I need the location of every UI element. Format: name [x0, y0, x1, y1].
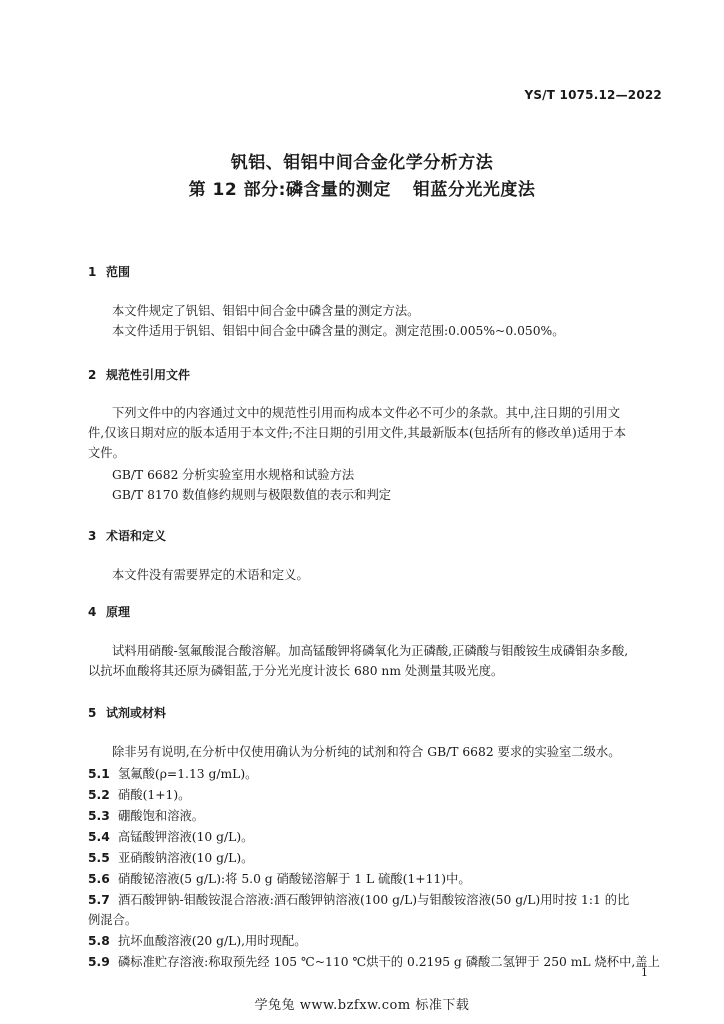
reagent-item: 5.1 氢氟酸(ρ=1.13 g/mL)。: [88, 767, 258, 781]
reagent-item: 5.2 硝酸(1+1)。: [88, 788, 191, 802]
terms-paragraph: 本文件没有需要界定的术语和定义。: [112, 568, 309, 582]
reference-gbt-6682: GB/T 6682 分析实验室用水规格和试验方法: [112, 468, 355, 482]
principle-paragraph: 试料用硝酸-氢氟酸混合酸溶解。加高锰酸钾将磷氧化为正磷酸,正磷酸与钼酸铵生成磷钼杂多酸, 以抗坏血酸将其还原为磷钼蓝,于分光光度计波长 680 nm 处测量其吸光度。: [88, 644, 629, 678]
scope-paragraph: 本文件规定了钒铝、钼铝中间合金中磷含量的测定方法。 本文件适用于钒铝、钼铝中间合金中磷含量的测定。测定范围:0.005%~0.050%。: [112, 304, 565, 338]
reference-gbt-8170: GB/T 8170 数值修约规则与极限数值的表示和判定: [112, 488, 392, 502]
title-part-a: 第 12 部分:磷含量的测定: [188, 180, 391, 200]
section-heading-terms: 3 术语和定义: [88, 529, 167, 543]
title-part-b: 钼蓝分光光度法: [412, 180, 536, 200]
reagent-item: 5.6 硝酸铋溶液(5 g/L):将 5.0 g 硝酸铋溶解于 1 L 硫酸(1+11)中。: [88, 872, 471, 886]
reagents-intro: 除非另有说明,在分析中仅使用确认为分析纯的试剂和符合 GB/T 6682 要求的实验室二级水。: [112, 745, 621, 759]
section-heading-scope: 1 范围: [88, 265, 131, 279]
reagent-item: 5.9 磷标准贮存溶液:称取预先经 105 ℃~110 ℃烘干的 0.2195 g 磷酸二氢钾于 250 mL 烧杯中,盖上: [88, 955, 660, 969]
section-heading-reagents: 5 试剂或材料: [88, 706, 167, 720]
document-title-line-1: 钒铝、钼铝中间合金化学分析方法: [230, 153, 494, 173]
normative-paragraph: 下列文件中的内容通过文中的规范性引用而构成本文件必不可少的条款。其中,注日期的引用文 件,仅该日期对应的版本适用于本文件;不注日期的引用文件,其最新版本(包括所有的修改单)适用于本 文件。: [88, 406, 627, 460]
reagent-item: 5.8 抗坏血酸溶液(20 g/L),用时现配。: [88, 934, 307, 948]
document-title-line-2: [0, 175, 724, 200]
section-heading-principle: 4 原理: [88, 605, 131, 619]
reagent-item: 5.5 亚硝酸钠溶液(10 g/L)。: [88, 851, 254, 865]
watermark-footer: 学兔兔 www.bzfxw.com 标准下载: [254, 998, 470, 1013]
reagent-item: 5.7 酒石酸钾钠-钼酸铵混合溶液:酒石酸钾钠溶液(100 g/L)与钼酸铵溶液(50 g/L)用时按 1:1 的比 例混合。: [88, 893, 630, 927]
page-number: 1: [641, 966, 648, 979]
reagent-item: 5.3 硼酸饱和溶液。: [88, 809, 205, 823]
section-heading-normative-references: 2 规范性引用文件: [88, 368, 191, 382]
standard-number: YS/T 1075.12—2022: [524, 88, 662, 102]
reagent-item: 5.4 高锰酸钾溶液(10 g/L)。: [88, 830, 254, 844]
